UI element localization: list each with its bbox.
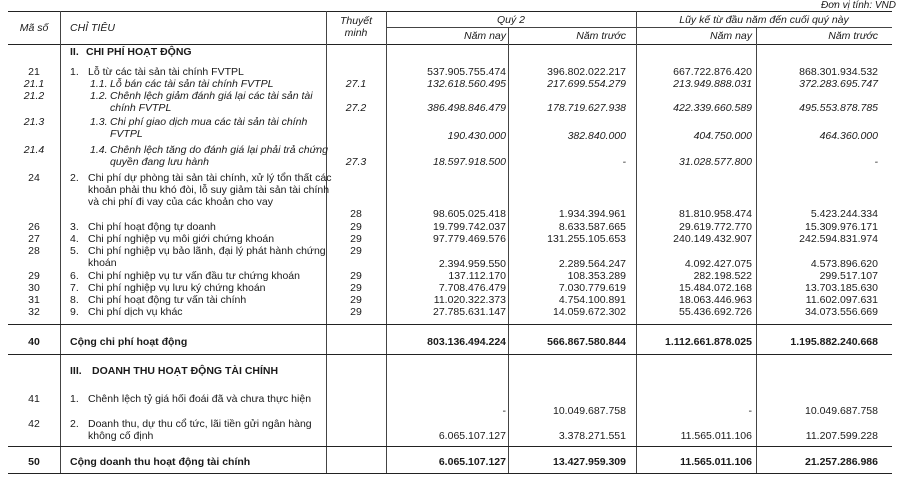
- q2-this-year-value: 190.430.000: [447, 130, 506, 142]
- row-code: 28: [28, 245, 40, 257]
- row-number: 8.: [70, 294, 79, 306]
- ytd-last-year-value: 34.073.556.669: [805, 306, 878, 318]
- ytd-this-year-value: 282.198.522: [693, 270, 752, 282]
- ytd-last-year-value: 372.283.695.747: [799, 78, 878, 90]
- q2-this-year-value: 19.799.742.037: [433, 221, 506, 233]
- q2-this-year-value: 537.905.755.474: [427, 66, 506, 78]
- row-number: 5.: [70, 245, 79, 257]
- row-label: Doanh thu, dự thu cổ tức, lãi tiền gửi ngân hàng không cố định: [88, 418, 312, 442]
- row-code: 41: [28, 393, 40, 405]
- row-label: Chênh lệch tỷ giá hối đoái đã và chưa thực hiện: [88, 393, 312, 405]
- row-number: 6.: [70, 270, 79, 282]
- row-divider: [8, 473, 892, 474]
- row-number: 1.4.: [90, 144, 108, 156]
- ytd-last-year-value: 868.301.934.532: [799, 66, 878, 78]
- row-code: 21.3: [23, 116, 45, 128]
- ytd-this-year-value: 4.092.427.075: [684, 258, 752, 270]
- grid-line: [636, 11, 637, 474]
- row-note: 28: [350, 208, 362, 220]
- ytd-last-year-value: 5.423.244.334: [810, 208, 878, 220]
- row-label: Chi phí nghiệp vụ môi giới chứng khoán: [88, 233, 275, 245]
- q2-last-year-value: 108.353.289: [567, 270, 626, 282]
- ytd-last-year-value: 11.207.599.228: [805, 430, 878, 442]
- row-number: 3.: [70, 221, 79, 233]
- ytd-this-year-value: 81.810.958.474: [679, 208, 752, 220]
- q2-last-year-value: 8.633.587.665: [558, 221, 626, 233]
- q2-this-year-value: 6.065.107.127: [438, 456, 506, 468]
- q2-last-year-value: 2.289.564.247: [558, 258, 626, 270]
- col-code-header: Mã số: [19, 22, 49, 34]
- ytd-this-year-value: 55.436.692.726: [679, 306, 752, 318]
- row-code: 42: [28, 418, 40, 430]
- q2-last-year-value: 14.059.672.302: [553, 306, 626, 318]
- row-label: Chênh lệch giảm đánh giá lại các tài sản tài chính FVTPL: [110, 90, 313, 114]
- row-number: 2.: [70, 172, 79, 184]
- row-number: 7.: [70, 282, 79, 294]
- row-label: Chi phí giao dịch mua các tài sản tài chính FVTPL: [110, 116, 308, 140]
- header-divider: [386, 27, 892, 28]
- col-item-header: CHỈ TIÊU: [70, 22, 115, 34]
- row-code: 40: [28, 336, 40, 348]
- ytd-last-year-value: 4.573.896.620: [810, 258, 878, 270]
- row-label: Chi phí nghiệp vụ tư vấn đầu tư chứng khoán: [88, 270, 300, 282]
- q2-this-year-value: 137.112.170: [448, 270, 506, 282]
- q2-last-year-header: Năm trước: [576, 30, 626, 42]
- row-number: 1.1.: [90, 78, 108, 90]
- q2-this-year-value: 386.498.846.479: [427, 102, 506, 114]
- q2-this-year-value: 98.605.025.418: [433, 208, 506, 220]
- ytd-this-year-value: 1.112.661.878.025: [664, 336, 752, 348]
- row-code: 21: [28, 66, 40, 78]
- ytd-this-year-value: 667.722.876.420: [673, 66, 752, 78]
- row-number: III.: [70, 365, 82, 377]
- q2-this-year-value: 803.136.494.224: [427, 336, 506, 348]
- ytd-this-year-value: 422.339.660.589: [673, 102, 752, 114]
- q2-last-year-value: 3.378.271.551: [558, 430, 626, 442]
- q2-last-year-value: 217.699.554.279: [547, 78, 626, 90]
- row-label: Chênh lệch tăng do đánh giá lại phải trả chứng quyền đang lưu hành: [110, 144, 328, 168]
- unit-note: Đơn vị tính: VND: [821, 0, 896, 11]
- row-divider: [8, 446, 892, 447]
- row-note: 27.3: [345, 156, 367, 168]
- ytd-this-year-value: 18.063.446.963: [679, 294, 752, 306]
- ytd-this-year-value: 213.949.888.031: [673, 78, 752, 90]
- ytd-last-year-value: 10.049.687.758: [805, 405, 878, 417]
- row-code: 32: [28, 306, 40, 318]
- row-label: Lỗ từ các tài sản tài chính FVTPL: [88, 66, 244, 78]
- row-note: 29: [350, 270, 362, 282]
- table-header: [8, 11, 892, 45]
- q2-last-year-value: 7.030.779.619: [558, 282, 626, 294]
- ytd-last-year-value: 1.195.882.240.668: [790, 336, 878, 348]
- row-note: 29: [350, 221, 362, 233]
- q2-this-year-value: 18.597.918.500: [433, 156, 506, 168]
- ytd-last-year-value: 15.309.976.171: [805, 221, 878, 233]
- ytd-this-year-value: 31.028.577.800: [679, 156, 752, 168]
- total-label: Cộng doanh thu hoạt động tài chính: [70, 456, 251, 468]
- row-code: 30: [28, 282, 40, 294]
- grid-line: [756, 27, 757, 474]
- q2-this-year-value: 11.020.322.373: [433, 294, 506, 306]
- grid-line: [508, 27, 509, 474]
- row-number: II.: [70, 46, 79, 58]
- q2-last-year-value: 178.719.627.938: [547, 102, 626, 114]
- ytd-this-year-value: 404.750.000: [693, 130, 752, 142]
- ytd-last-year-value: 242.594.831.974: [799, 233, 878, 245]
- row-code: 26: [28, 221, 40, 233]
- q2-last-year-value: 396.802.022.217: [547, 66, 626, 78]
- q2-this-year-value: 132.618.560.495: [427, 78, 506, 90]
- row-label: Chi phí nghiệp vụ lưu ký chứng khoán: [88, 282, 266, 294]
- ytd-last-year-value: 21.257.286.986: [805, 456, 878, 468]
- q2-last-year-value: 13.427.959.309: [553, 456, 626, 468]
- ytd-this-year-value: 11.565.011.106: [680, 430, 752, 442]
- q2-this-year-header: Năm nay: [463, 30, 506, 42]
- section-title: CHI PHÍ HOẠT ĐỘNG: [86, 46, 192, 58]
- row-number: 9.: [70, 306, 79, 318]
- q2-last-year-value: 131.255.105.653: [547, 233, 626, 245]
- row-label: Chi phí hoạt động tư vấn tài chính: [88, 294, 247, 306]
- group-q2-header: Quý 2: [496, 14, 525, 26]
- q2-this-year-value: 27.785.631.147: [433, 306, 506, 318]
- row-label: Chi phí nghiệp vụ bảo lãnh, đại lý phát hành chứng khoán: [88, 245, 326, 269]
- q2-last-year-value: 566.867.580.844: [547, 336, 626, 348]
- row-number: 4.: [70, 233, 79, 245]
- ytd-last-year-value: 13.703.185.630: [805, 282, 878, 294]
- ytd-last-year-header: Năm trước: [828, 30, 878, 42]
- ytd-this-year-value: 240.149.432.907: [673, 233, 752, 245]
- ytd-this-year-value: 15.484.072.168: [679, 282, 752, 294]
- ytd-this-year-value: -: [748, 405, 752, 417]
- ytd-this-year-value: 11.565.011.106: [680, 456, 752, 468]
- row-divider: [8, 324, 892, 325]
- row-number: 1.: [70, 66, 79, 78]
- group-ytd-header: Lũy kế từ đầu năm đến cuối quý này: [679, 14, 849, 26]
- row-number: 1.2.: [90, 90, 108, 102]
- q2-last-year-value: 382.840.000: [567, 130, 626, 142]
- row-label: Lỗ bán các tài sản tài chính FVTPL: [110, 78, 274, 90]
- total-label: Cộng chi phí hoạt động: [70, 336, 188, 348]
- row-note: 29: [350, 306, 362, 318]
- row-code: 21.1: [23, 78, 45, 90]
- row-note: 29: [350, 233, 362, 245]
- row-note: 27.1: [345, 78, 367, 90]
- q2-last-year-value: 1.934.394.961: [558, 208, 626, 220]
- q2-this-year-value: 6.065.107.127: [438, 430, 506, 442]
- q2-last-year-value: 4.754.100.891: [558, 294, 626, 306]
- row-code: 31: [28, 294, 40, 306]
- row-code: 27: [28, 233, 40, 245]
- q2-this-year-value: 2.394.959.550: [438, 258, 506, 270]
- grid-line: [60, 11, 61, 474]
- row-code: 21.4: [23, 144, 45, 156]
- grid-line: [386, 11, 387, 474]
- ytd-this-year-value: 29.619.772.770: [679, 221, 752, 233]
- row-code: 24: [28, 172, 40, 184]
- ytd-last-year-value: -: [874, 156, 878, 168]
- row-number: 1.: [70, 393, 79, 405]
- row-note: 29: [350, 294, 362, 306]
- col-note-header: Thuyết minh: [339, 15, 373, 39]
- ytd-last-year-value: 464.360.000: [819, 130, 878, 142]
- q2-this-year-value: -: [502, 405, 506, 417]
- row-number: 2.: [70, 418, 79, 430]
- q2-this-year-value: 97.779.469.576: [433, 233, 506, 245]
- row-label: Chi phí dự phòng tài sản tài chính, xử lý tổn thất các khoản phải thu khó đòi, lỗ suy giảm tài sản tài chính và chi phí đi vay của các khoản cho vay: [88, 172, 332, 208]
- row-label: Chi phí hoạt động tự doanh: [88, 221, 216, 233]
- row-note: 27.2: [345, 102, 367, 114]
- row-code: 50: [28, 456, 40, 468]
- ytd-this-year-header: Năm nay: [709, 30, 752, 42]
- section-title: DOANH THU HOẠT ĐỘNG TÀI CHÍNH: [92, 365, 279, 377]
- row-divider: [8, 354, 892, 355]
- row-label: Chi phí dịch vụ khác: [88, 306, 183, 318]
- q2-last-year-value: 10.049.687.758: [553, 405, 626, 417]
- q2-this-year-value: 7.708.476.479: [438, 282, 506, 294]
- q2-last-year-value: -: [622, 156, 626, 168]
- ytd-last-year-value: 299.517.107: [819, 270, 878, 282]
- row-code: 29: [28, 270, 40, 282]
- row-note: 29: [350, 282, 362, 294]
- ytd-last-year-value: 495.553.878.785: [799, 102, 878, 114]
- row-number: 1.3.: [90, 116, 108, 128]
- row-code: 21.2: [23, 90, 45, 102]
- row-note: 29: [350, 245, 362, 257]
- ytd-last-year-value: 11.602.097.631: [805, 294, 878, 306]
- financial-table: [8, 11, 892, 474]
